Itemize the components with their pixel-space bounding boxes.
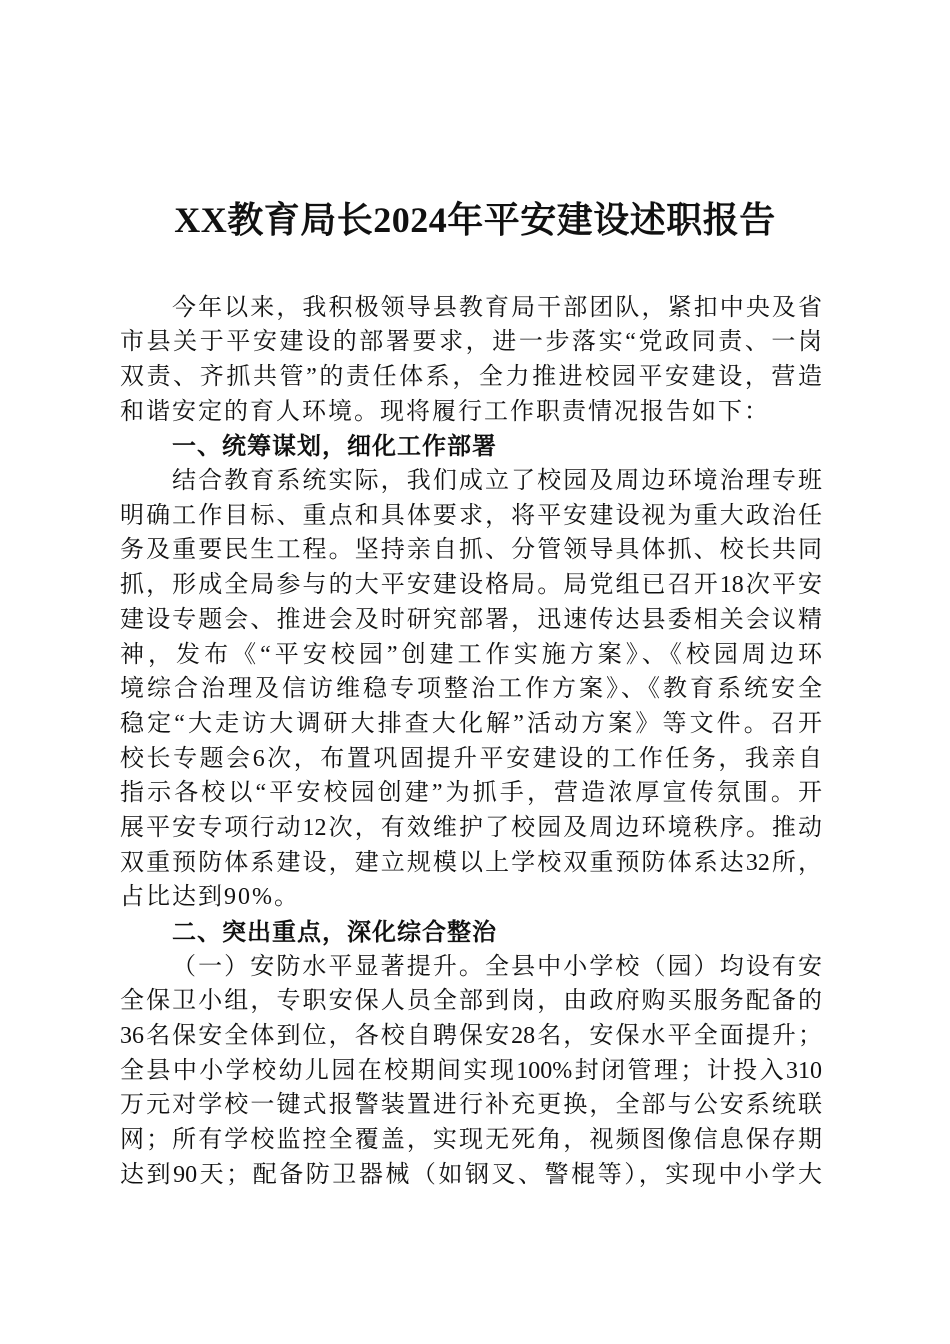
paragraph-line: 双责、齐抓共管”的责任体系，全力推进校园平安建设，营造 — [120, 364, 822, 391]
paragraph-line: 境综合治理及信访维稳专项整治工作方案》、《教育系统安全 — [120, 676, 822, 703]
paragraph-line: 万元对学校一键式报警装置进行补充更换，全部与公安系统联 — [120, 1092, 822, 1119]
paragraph-line: 双重预防体系建设，建立规模以上学校双重预防体系达32所， — [120, 849, 822, 876]
paragraph-line: 36名保安全体到位，各校自聘保安28名，安保水平全面提升； — [120, 1023, 822, 1050]
paragraph-line: 全保卫小组，专职安保人员全部到岗，由政府购买服务配备的 — [120, 988, 822, 1015]
paragraph-line: 明确工作目标、重点和具体要求，将平安建设视为重大政治任 — [120, 502, 822, 529]
paragraph-line: 神，发布《“平安校园”创建工作实施方案》、《校园周边环 — [120, 641, 822, 668]
paragraph-line: 和谐安定的育人环境。现将履行工作职责情况报告如下： — [120, 398, 770, 425]
section-heading: 二、突出重点，深化综合整治 — [172, 918, 497, 947]
paragraph-line: 全县中小学校幼儿园在校期间实现100%封闭管理；计投入310 — [120, 1057, 822, 1084]
section2-paragraph — [120, 950, 822, 1193]
paragraph-line: 建设专题会、推进会及时研究部署，迅速传达县委相关会议精 — [120, 606, 822, 633]
paragraph-line: 校长专题会6次，布置巩固提升平安建设的工作任务，我亲自 — [120, 745, 822, 772]
paragraph-line: 达到90天；配备防卫器械（如钢叉、警棍等），实现中小学大 — [120, 1161, 822, 1188]
paragraph-line: 占比达到90%。 — [120, 884, 300, 911]
paragraph-line: 务及重要民生工程。坚持亲自抓、分管领导具体抓、校长共同 — [120, 537, 822, 564]
paragraph-line: 指示各校以“平安校园创建”为抓手，营造浓厚宣传氛围。开 — [120, 780, 822, 807]
paragraph-line: 抓，形成全局参与的大平安建设格局。局党组已召开18次平安 — [120, 572, 822, 599]
document-title: XX教育局长2024年平安建设述职报告 — [174, 200, 776, 240]
document-body — [120, 291, 822, 1193]
paragraph-line: 网；所有学校监控全覆盖，实现无死角，视频图像信息保存期 — [120, 1127, 822, 1154]
paragraph-line: 市县关于平安建设的部署要求，进一步落实“党政同责、一岗 — [120, 329, 822, 356]
intro-paragraph — [120, 291, 822, 430]
paragraph-line: （一）安防水平显著提升。全县中小学校（园）均设有安 — [172, 953, 822, 980]
section-heading: 一、统筹谋划，细化工作部署 — [172, 432, 497, 461]
paragraph-line: 结合教育系统实际，我们成立了校园及周边环境治理专班 — [172, 468, 822, 495]
paragraph-line: 今年以来，我积极领导县教育局干部团队，紧扣中央及省 — [172, 294, 822, 321]
paragraph-line: 稳定“大走访大调研大排查大化解”活动方案》等文件。召开 — [120, 710, 822, 737]
section1-paragraph — [120, 464, 822, 915]
paragraph-line: 展平安专项行动12次，有效维护了校园及周边环境秩序。推动 — [120, 814, 822, 841]
